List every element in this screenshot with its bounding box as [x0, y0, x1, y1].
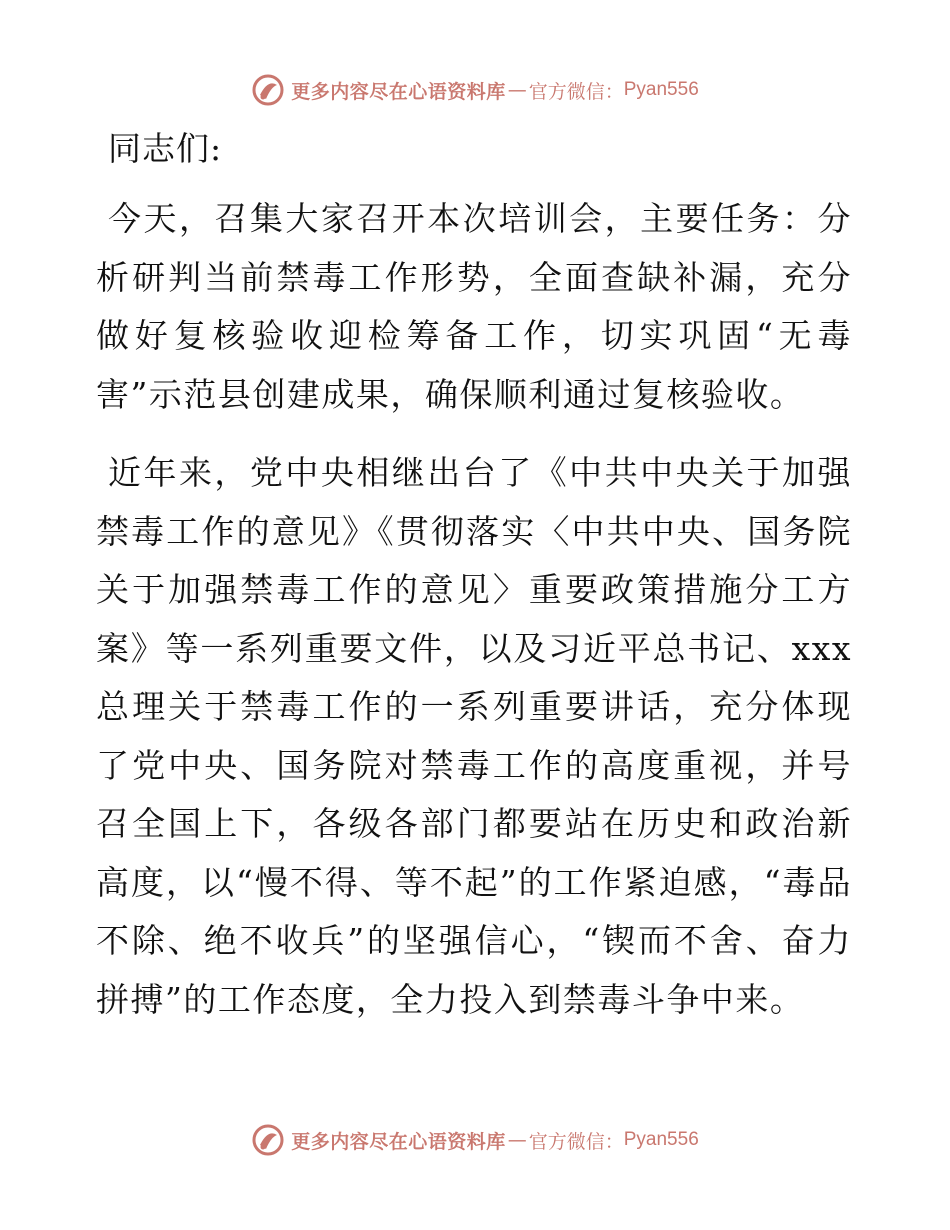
- watermark-text: 更多内容尽在心语资料库: [291, 1130, 506, 1153]
- footer-watermark: [0, 1120, 950, 1160]
- watermark-wechat-id: Pyan556: [623, 79, 699, 100]
- watermark-wechat-id: Pyan556: [623, 1129, 699, 1150]
- watermark-separator: —: [507, 1129, 527, 1151]
- watermark-wechat-label: 官方微信：: [528, 1130, 624, 1153]
- document-body: [96, 122, 852, 1049]
- watermark-text: 更多内容尽在心语资料库: [291, 80, 506, 103]
- watermark-wechat-label: 官方微信：: [528, 80, 624, 103]
- watermark-separator: —: [507, 79, 527, 101]
- header-watermark: [0, 70, 950, 110]
- paragraph-1: 今天，召集大家召开本次培训会，主要任务：分析研判当前禁毒工作形势，全面查缺补漏，充分做好复核验收迎检筹备工作，切实巩固“无毒害”示范县创建成果，确保顺利通过复核验收。: [96, 199, 852, 414]
- paragraph-2: 近年来，党中央相继出台了《中共中央关于加强禁毒工作的意见》《贯彻落实〈中共中央、国务院关于加强禁毒工作的意见〉重要政策措施分工方案》等一系列重要文件，以及习近平总书记、xxx总理关于禁毒工作的一系列重要讲话，充分体现了党中央、国务院对禁毒工作的高度重视，并号召全国上下，各级各部门都要站在历史和政治新高度，以“慢不得、等不起”的工作紧迫感，“毒品不除、绝不收兵”的坚强信心，“锲而不舍、奋力拼搏”的工作态度，全力投入到禁毒斗争中来。: [96, 453, 852, 1019]
- salutation: 同志们:: [108, 129, 223, 168]
- brand-logo-icon: [251, 73, 285, 107]
- brand-logo-icon: [251, 1123, 285, 1157]
